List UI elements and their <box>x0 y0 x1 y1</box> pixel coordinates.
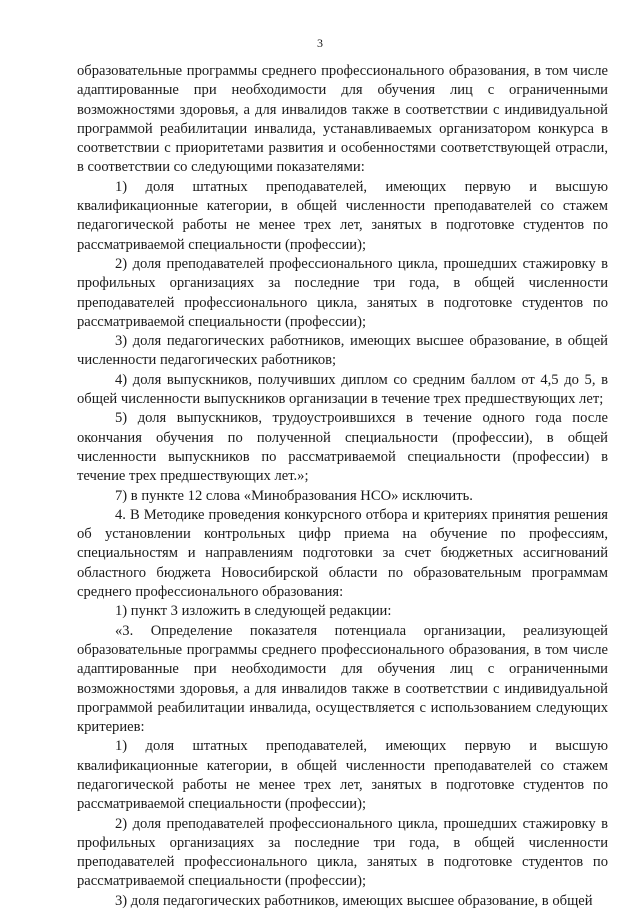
paragraph: 3) доля педагогических работников, имеющих высшее образование, в общей численности педагогических работников; <box>77 333 608 369</box>
paragraph: образовательные программы среднего профессионального образования, в том числе адаптированные при необходимости для обучения лиц с ограниченными возможностями здоровья, а для инвалидов также в соответствии с индивидуальной программой реабилитации инвалида, устанавливаемых организатором конкурса в соответствии с приоритетами развития и особенностями соответствующей отрасли, в соответствии со следующими показателями: <box>77 63 608 176</box>
paragraph: 7) в пункте 12 слова «Минобразования НСО» исключить. <box>115 487 473 504</box>
paragraph: 1) доля штатных преподавателей, имеющих первую и высшую квалификационные категории, в общей численности преподавателей со стажем педагогической работы не менее трех лет, занятых в подготовке студентов по рассматриваемой специальности (профессии); <box>77 178 608 253</box>
paragraph: 1) доля штатных преподавателей, имеющих первую и высшую квалификационные категории, в общей численности преподавателей со стажем педагогической работы не менее трех лет, занятых в подготовке студентов по рассматриваемой специальности (профессии); <box>77 738 608 813</box>
paragraph: 3) доля педагогических работников, имеющих высшее образование, в общей <box>115 892 593 909</box>
document-body <box>77 62 608 911</box>
paragraph: 4. В Методике проведения конкурсного отбора и критериях принятия решения об установлении контрольных цифр приема на обучение по профессиям, специальностям и направлениям подготовки за счет бюджетных ассигнований областного бюджета Новосибирской области по образовательным программам среднего профессионального образования: <box>77 506 608 601</box>
paragraph: 1) пункт 3 изложить в следующей редакции: <box>115 603 392 620</box>
paragraph: 5) доля выпускников, трудоустроившихся в течение одного года после окончания обучения по полученной специальности (профессии), в общей численности выпускников по рассматриваемой специальности (профессии) в течение трех предшествующих лет.»; <box>77 410 608 485</box>
paragraph: 4) доля выпускников, получивших диплом со средним баллом от 4,5 до 5, в общей численности выпускников организации в течение трех предшествующих лет; <box>77 371 608 408</box>
paragraph: 2) доля преподавателей профессионального цикла, прошедших стажировку в профильных организациях за последние три года, в общей численности преподавателей профессионального цикла, занятых в подготовке студентов по рассматриваемой специальности (профессии); <box>77 815 608 890</box>
paragraph: 2) доля преподавателей профессионального цикла, прошедших стажировку в профильных организациях за последние три года, в общей численности преподавателей профессионального цикла, занятых в подготовке студентов по рассматриваемой специальности (профессии); <box>77 255 608 330</box>
page-number: 3 <box>317 36 323 50</box>
paragraph: «3. Определение показателя потенциала организации, реализующей образовательные программы среднего профессионального образования, в том числе адаптированные при необходимости для обучения лиц с ограниченными возможностями здоровья, а для инвалидов также в соответствии с индивидуальной программой реабилитации инвалида, осуществляется с использованием следующих критериев: <box>77 622 608 736</box>
